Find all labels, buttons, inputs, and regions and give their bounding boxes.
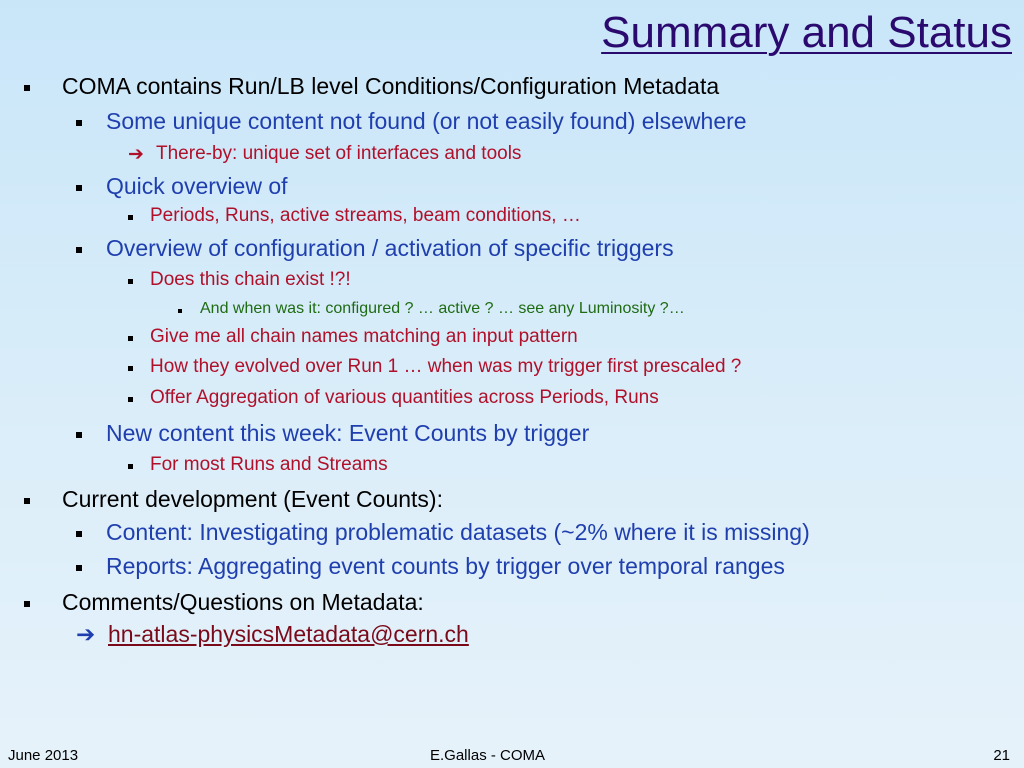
- bullet-text: Periods, Runs, active streams, beam conditions, …: [150, 205, 581, 226]
- bullet-text: Reports: Aggregating event counts by trigger over temporal ranges: [106, 553, 785, 579]
- footer-date: June 2013: [8, 747, 79, 764]
- bullet-square-icon: [128, 397, 133, 402]
- email-link[interactable]: hn-atlas-physicsMetadata@cern.ch: [108, 621, 469, 647]
- bullet-text: For most Runs and Streams: [150, 454, 388, 475]
- bullet-text: Offer Aggregation of various quantities across Periods, Runs: [150, 387, 659, 408]
- bullet-square-icon: [128, 366, 133, 371]
- slide-title: Summary and Status: [601, 8, 1012, 57]
- bullet-text: New content this week: Event Counts by trigger: [106, 420, 590, 446]
- bullet-square-icon: [128, 215, 133, 220]
- bullet-square-icon: [76, 531, 82, 537]
- arrow-right-icon: ➔: [128, 144, 144, 165]
- bullet-text: Does this chain exist !?!: [150, 269, 351, 290]
- bullet-square-icon: [76, 185, 82, 191]
- bullet-square-icon: [128, 336, 133, 341]
- footer-page-number: 21: [993, 747, 1010, 764]
- bullet-square-icon: [76, 565, 82, 571]
- bullet-square-icon: [128, 464, 133, 469]
- bullet-text: Some unique content not found (or not easily found) elsewhere: [106, 108, 747, 134]
- bullet-text: There-by: unique set of interfaces and tools: [156, 143, 522, 164]
- bullet-text: COMA contains Run/LB level Conditions/Configuration Metadata: [62, 73, 720, 99]
- bullet-square-icon: [76, 120, 82, 126]
- bullet-item-level-3: [128, 143, 522, 166]
- arrow-right-icon: ➔: [76, 621, 96, 647]
- bullet-text: And when was it: configured ? … active ? … see any Luminosity ?…: [200, 300, 685, 317]
- bullet-text: Give me all chain names matching an input pattern: [150, 326, 578, 347]
- bullet-text: Comments/Questions on Metadata:: [62, 589, 424, 615]
- bullet-square-icon: [24, 601, 30, 607]
- bullet-square-icon: [24, 498, 30, 504]
- footer-author: E.Gallas - COMA: [430, 747, 546, 764]
- bullet-text: How they evolved over Run 1 … when was my trigger first prescaled ?: [150, 356, 742, 377]
- bullet-item-level-2: [76, 621, 469, 648]
- bullet-square-icon: [128, 279, 133, 284]
- bullet-square-icon: [178, 309, 182, 313]
- bullet-text: Current development (Event Counts):: [62, 486, 443, 512]
- bullet-square-icon: [76, 247, 82, 253]
- bullet-text: Content: Investigating problematic datasets (~2% where it is missing): [106, 519, 810, 545]
- bullet-square-icon: [76, 432, 82, 438]
- bullet-square-icon: [24, 85, 30, 91]
- bullet-text: Quick overview of: [106, 173, 288, 199]
- bullet-text: Overview of configuration / activation of specific triggers: [106, 235, 674, 261]
